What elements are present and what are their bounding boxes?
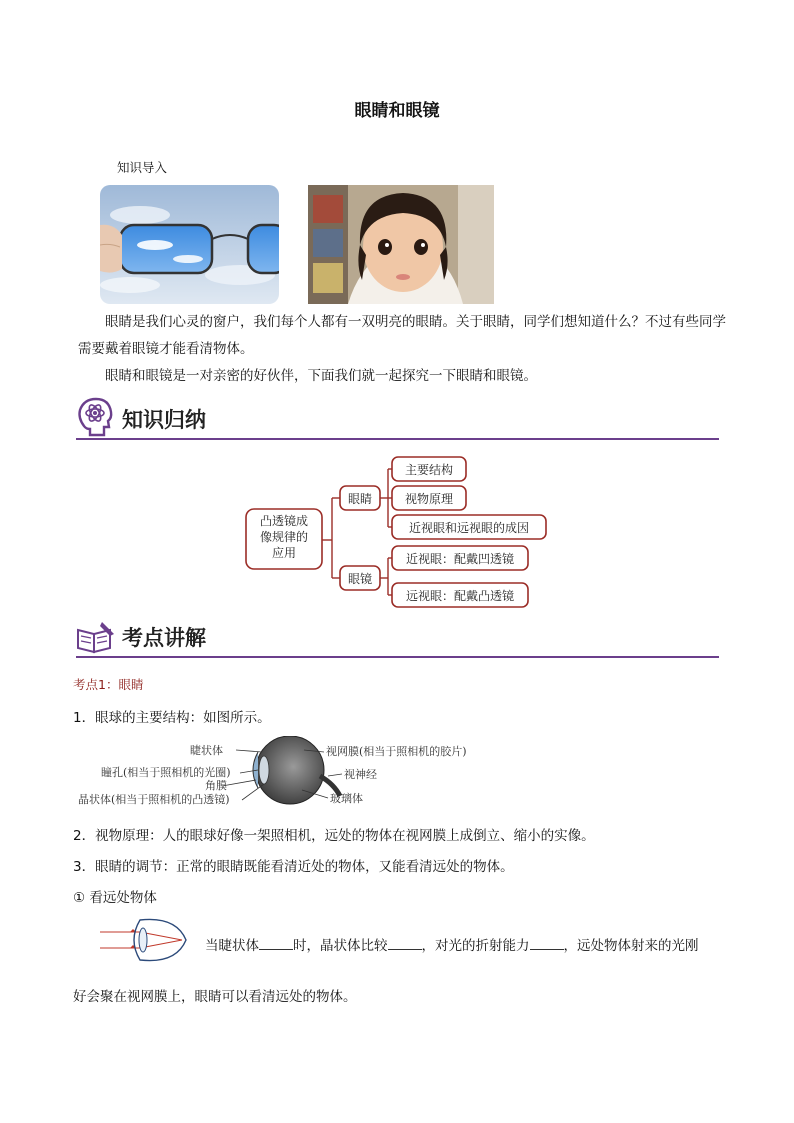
eye-label-pupil: 瞳孔(相当于照相机的光圈) — [101, 766, 231, 779]
far-object-text-line1: 当睫状体 时，晶状体比较 ，对光的折射能力 ，远处物体射来的光刚 — [205, 938, 699, 954]
mindmap-leaf — [392, 583, 528, 607]
eye-label-lens: 晶状体(相当于照相机的凸透镜) — [78, 793, 230, 806]
glasses-sky-photo — [100, 185, 279, 304]
section-rule — [76, 438, 719, 440]
svg-text:远视眼：配戴凸透镜: 远视眼：配戴凸透镜 — [405, 589, 515, 603]
svg-text:近视眼：配戴凹透镜: 近视眼：配戴凹透镜 — [405, 552, 515, 566]
mindmap-root-line: 像规律的 — [259, 530, 309, 544]
far-object-text-line2: 好会聚在视网膜上，眼睛可以看清远处的物体。 — [73, 989, 357, 1005]
svg-text:主要结构: 主要结构 — [404, 463, 454, 477]
mindmap — [240, 453, 560, 617]
mindmap-root — [246, 509, 322, 569]
mindmap-leaf — [392, 457, 466, 481]
mindmap-branch-label: 眼睛 — [347, 492, 373, 506]
item-eye-structure: 1．眼球的主要结构：如图所示。 — [73, 710, 271, 726]
intro-paragraph: 眼睛和眼镜是一对亲密的好伙伴，下面我们就一起探究一下眼睛和眼镜。 — [105, 368, 537, 384]
eye-label-vitreous: 玻璃体 — [330, 792, 363, 805]
mindmap-leaf — [392, 515, 546, 539]
item-eye-adjustment: 3．眼睛的调节：正常的眼睛既能看清近处的物体，又能看清远处的物体。 — [73, 859, 514, 875]
fill-blank[interactable] — [259, 937, 293, 950]
page-title: 眼睛和眼镜 — [354, 101, 440, 121]
section-title: 知识归纳 — [122, 408, 206, 432]
fill-blank[interactable] — [530, 937, 564, 950]
mindmap-branch-glasses — [340, 566, 380, 590]
mindmap-leaf — [392, 546, 528, 570]
mindmap-leaf — [392, 486, 466, 510]
open-book-pen-icon — [76, 620, 116, 656]
section-header-exam — [76, 614, 719, 658]
section-title: 考点讲解 — [122, 626, 206, 650]
intro-paragraph: 眼睛是我们心灵的窗户，我们每个人都有一双明亮的眼睛。关于眼睛，同学们想知道什么？不过有些同学需要戴着眼镜才能看清物体。 — [78, 314, 726, 357]
fill-blank[interactable] — [388, 937, 422, 950]
eye-label-optic-nerve: 视神经 — [344, 768, 377, 781]
kaodian-title: 考点1：眼睛 — [73, 677, 144, 692]
section-header-knowledge — [76, 396, 719, 440]
intro-label: 知识导入 — [117, 160, 168, 175]
eyeball-diagram — [72, 736, 492, 816]
child-photo — [308, 185, 494, 304]
eye-label-cornea: 角膜 — [205, 779, 227, 792]
eye-label-ciliary: 睫状体 — [190, 744, 223, 757]
item-vision-principle: 2．视物原理：人的眼球好像一架照相机，远处的物体在视网膜上成倒立、缩小的实像。 — [73, 828, 595, 844]
mindmap-root-line: 应用 — [271, 546, 297, 560]
far-object-ray-diagram — [100, 918, 196, 968]
section-rule — [76, 656, 719, 658]
intro-paragraphs — [78, 309, 728, 390]
mindmap-branch-eye — [340, 486, 380, 510]
mindmap-branch-label: 眼镜 — [347, 572, 373, 586]
sub-item-label: 看远处物体 — [89, 890, 157, 906]
svg-text:视物原理: 视物原理 — [404, 492, 454, 506]
sub-item-far — [73, 886, 733, 906]
svg-text:近视眼和远视眼的成因: 近视眼和远视眼的成因 — [408, 521, 530, 535]
brain-atom-icon — [76, 396, 116, 438]
mindmap-root-line: 凸透镜成 — [259, 514, 309, 528]
eye-label-retina: 视网膜(相当于照相机的胶片) — [326, 745, 467, 758]
sub-item-number: ① — [73, 890, 86, 906]
